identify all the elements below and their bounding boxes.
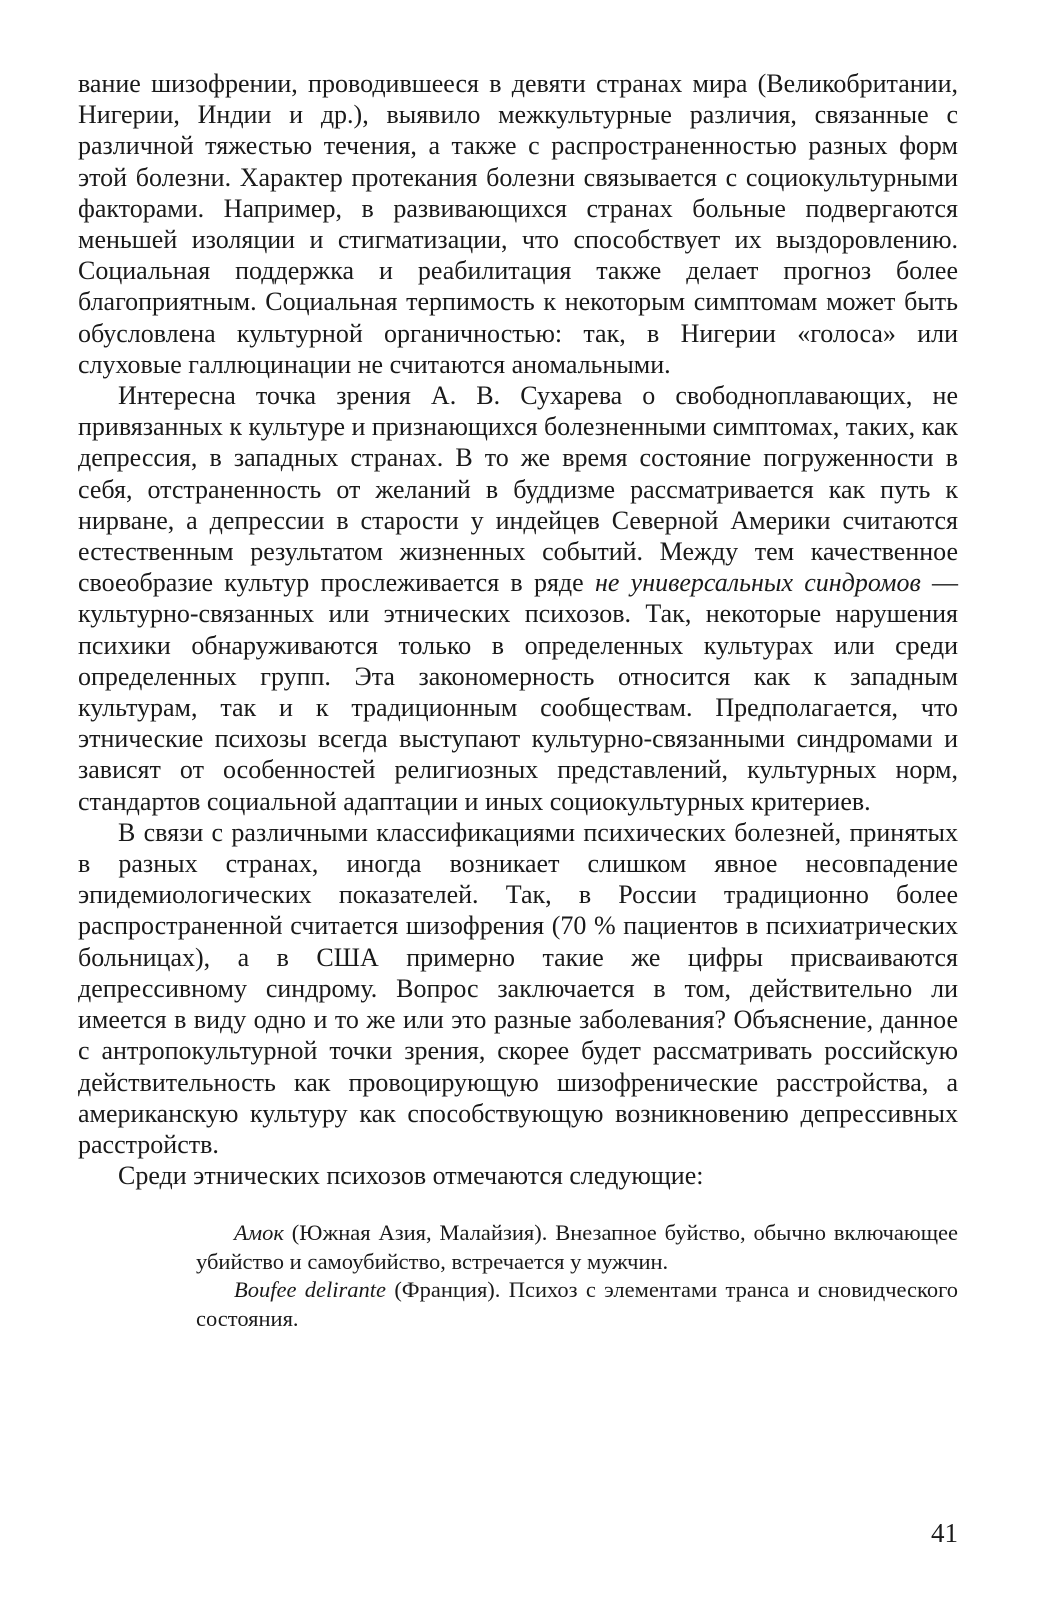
entry-boufee-delirante [196, 1276, 958, 1333]
page-number: 41 [931, 1518, 958, 1548]
paragraph-1: вание шизофрении, проводившееся в девяти странах мира (Великобритании, Нигерии, Индии и др.), выявило межкультурные различия, связанные с различной тяжестью течения, а также с распространенностью разных форм этой болезни. Характер протекания болезни связывается с социокультурными факторами. Например, в развивающихся странах больные подвергаются меньшей изоляции и стигматизации, что способствует их выздоровлению. Социальная поддержка и реабилитация также делает прогноз более благоприятным. Социальная терпимость к некоторым симптомам может быть обусловлена культурной органичностью: так, в Нигерии «голоса» или слуховые галлюцинации не считаются аномальными. [78, 69, 958, 379]
entry-description: (Южная Азия, Малайзия). Внезапное буйство, обычно включающее убийство и самоубийство, встречается у мужчин. [196, 1220, 958, 1274]
paragraph-2-emphasis: не универсальных синдромов [594, 568, 921, 598]
entry-description: (Франция). Психоз с элементами транса и сновидческого состояния. [196, 1277, 958, 1331]
book-page [78, 68, 958, 1333]
entry-term: Амок [234, 1220, 284, 1246]
entry-term: Boufee delirante [234, 1277, 387, 1303]
entry-amok [196, 1219, 958, 1276]
main-text [78, 68, 958, 1191]
paragraph-2-end: — культурно-связанных или этнических психозов. Так, некоторые нарушения психики обнаруживаются только в определенных культурах или среди определенных групп. Эта закономерность относится как к западным культурам, так и к традиционным сообществам. Предполагается, что этнические психозы всегда выступают культурно-связанными синдромами и зависят от особенностей религиозных представлений, культурных норм, стандартов социальной адаптации и иных социокультурных критериев. [78, 568, 958, 816]
paragraph-2-start: Интересна точка зрения А. В. Сухарева о свободноплавающих, не привязанных к культуре и признающихся болезненными симптомах, таких, как депрессия, в западных странах. В то же время состояние погруженности в себя, отстраненность от желаний в буддизме рассматривается как путь к нирване, а депрессии в старости у индейцев Северной Америки считаются естественным результатом жизненных событий. Между тем качественное своеобразие культур прослеживается в ряде [78, 381, 959, 598]
paragraph-4: Среди этнических психозов отмечаются следующие: [118, 1161, 704, 1191]
paragraph-3: В связи с различными классификациями психических болезней, принятых в разных странах, иногда возникает слишком явное несовпадение эпидемиологических показателей. Так, в России традиционно более распространенной считается шизофрения (70 % пациентов в психиатрических больницах), а в США примерно такие же цифры присваиваются депрессивному синдрому. Вопрос заключается в том, действительно ли имеется в виду одно и то же или это разные заболевания? Объяснение, данное с антропокультурной точки зрения, скорее будет рассматривать российскую действительность как провоцирующую шизофренические расстройства, а американскую культуру как способствующую возникновению депрессивных расстройств. [78, 817, 958, 1159]
psychoses-list [78, 1219, 958, 1333]
paragraph-2 [78, 380, 958, 817]
